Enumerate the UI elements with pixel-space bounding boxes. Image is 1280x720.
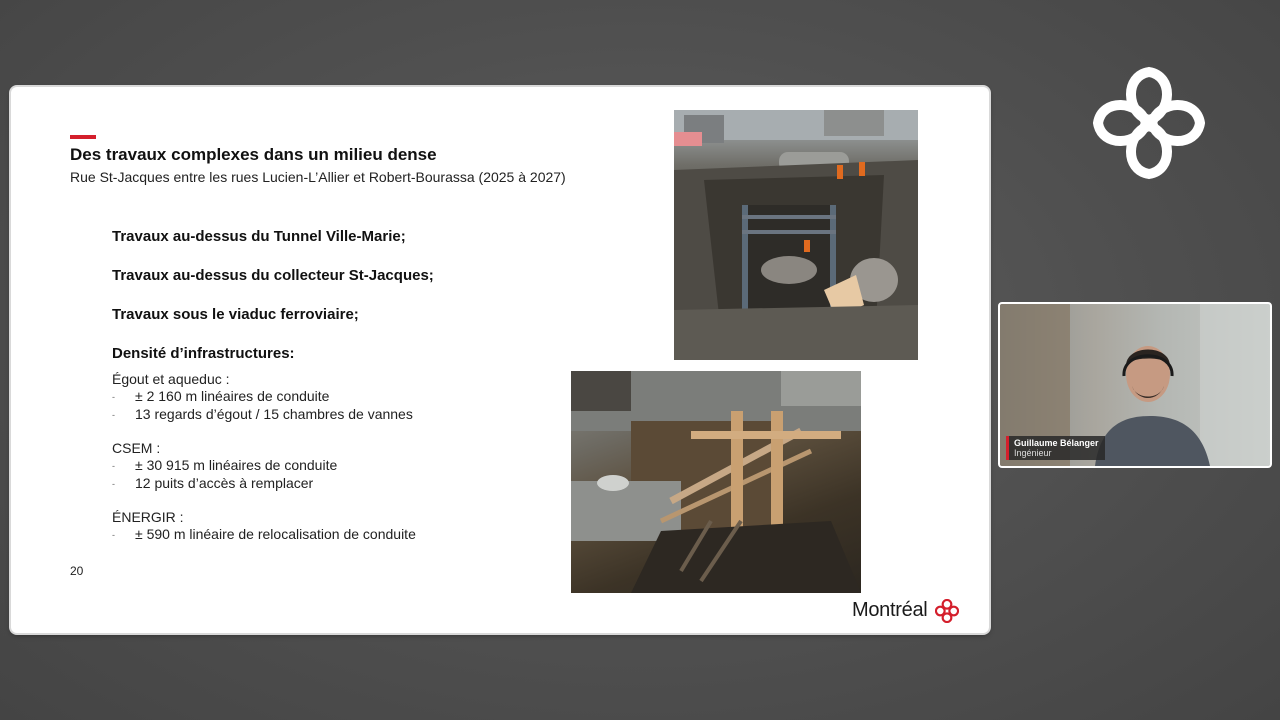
montreal-rosette-icon — [1084, 58, 1214, 188]
title-accent-bar — [70, 135, 96, 139]
montreal-logo-text: Montréal — [852, 599, 928, 621]
slide-subtitle: Rue St-Jacques entre les rues Lucien-L’Allier et Robert-Bourassa (2025 à 2027) — [70, 169, 566, 185]
group-label-energir: ÉNERGIR : — [112, 509, 184, 525]
list-item: - 13 regards d’égout / 15 chambres de vannes — [112, 406, 413, 422]
heading-tunnel: Travaux au-dessus du Tunnel Ville-Marie; — [112, 228, 406, 245]
heading-densite: Densité d’infrastructures: — [112, 345, 295, 362]
excavation-photo — [674, 110, 918, 360]
participant-name-tag — [1006, 436, 1105, 460]
slide-title: Des travaux complexes dans un milieu dense — [70, 145, 437, 164]
participant-video-tile[interactable] — [998, 302, 1272, 468]
participant-role: Ingénieur — [1014, 448, 1052, 458]
page-number: 20 — [70, 564, 84, 578]
list-item: - 12 puits d’accès à remplacer — [112, 475, 314, 491]
conduit-photo — [571, 371, 861, 593]
presentation-slide — [11, 87, 989, 633]
list-item: - ± 590 m linéaire de relocalisation de conduite — [112, 526, 416, 542]
group-label-egout: Égout et aqueduc : — [112, 371, 230, 387]
list-item: - ± 30 915 m linéaires de conduite — [112, 457, 338, 473]
heading-collecteur: Travaux au-dessus du collecteur St-Jacques; — [112, 267, 434, 284]
group-label-csem: CSEM : — [112, 440, 161, 456]
heading-viaduc: Travaux sous le viaduc ferroviaire; — [112, 306, 359, 323]
list-item: - ± 2 160 m linéaires de conduite — [112, 388, 330, 404]
participant-name: Guillaume Bélanger — [1014, 438, 1099, 448]
montreal-rosette-icon — [935, 599, 959, 623]
